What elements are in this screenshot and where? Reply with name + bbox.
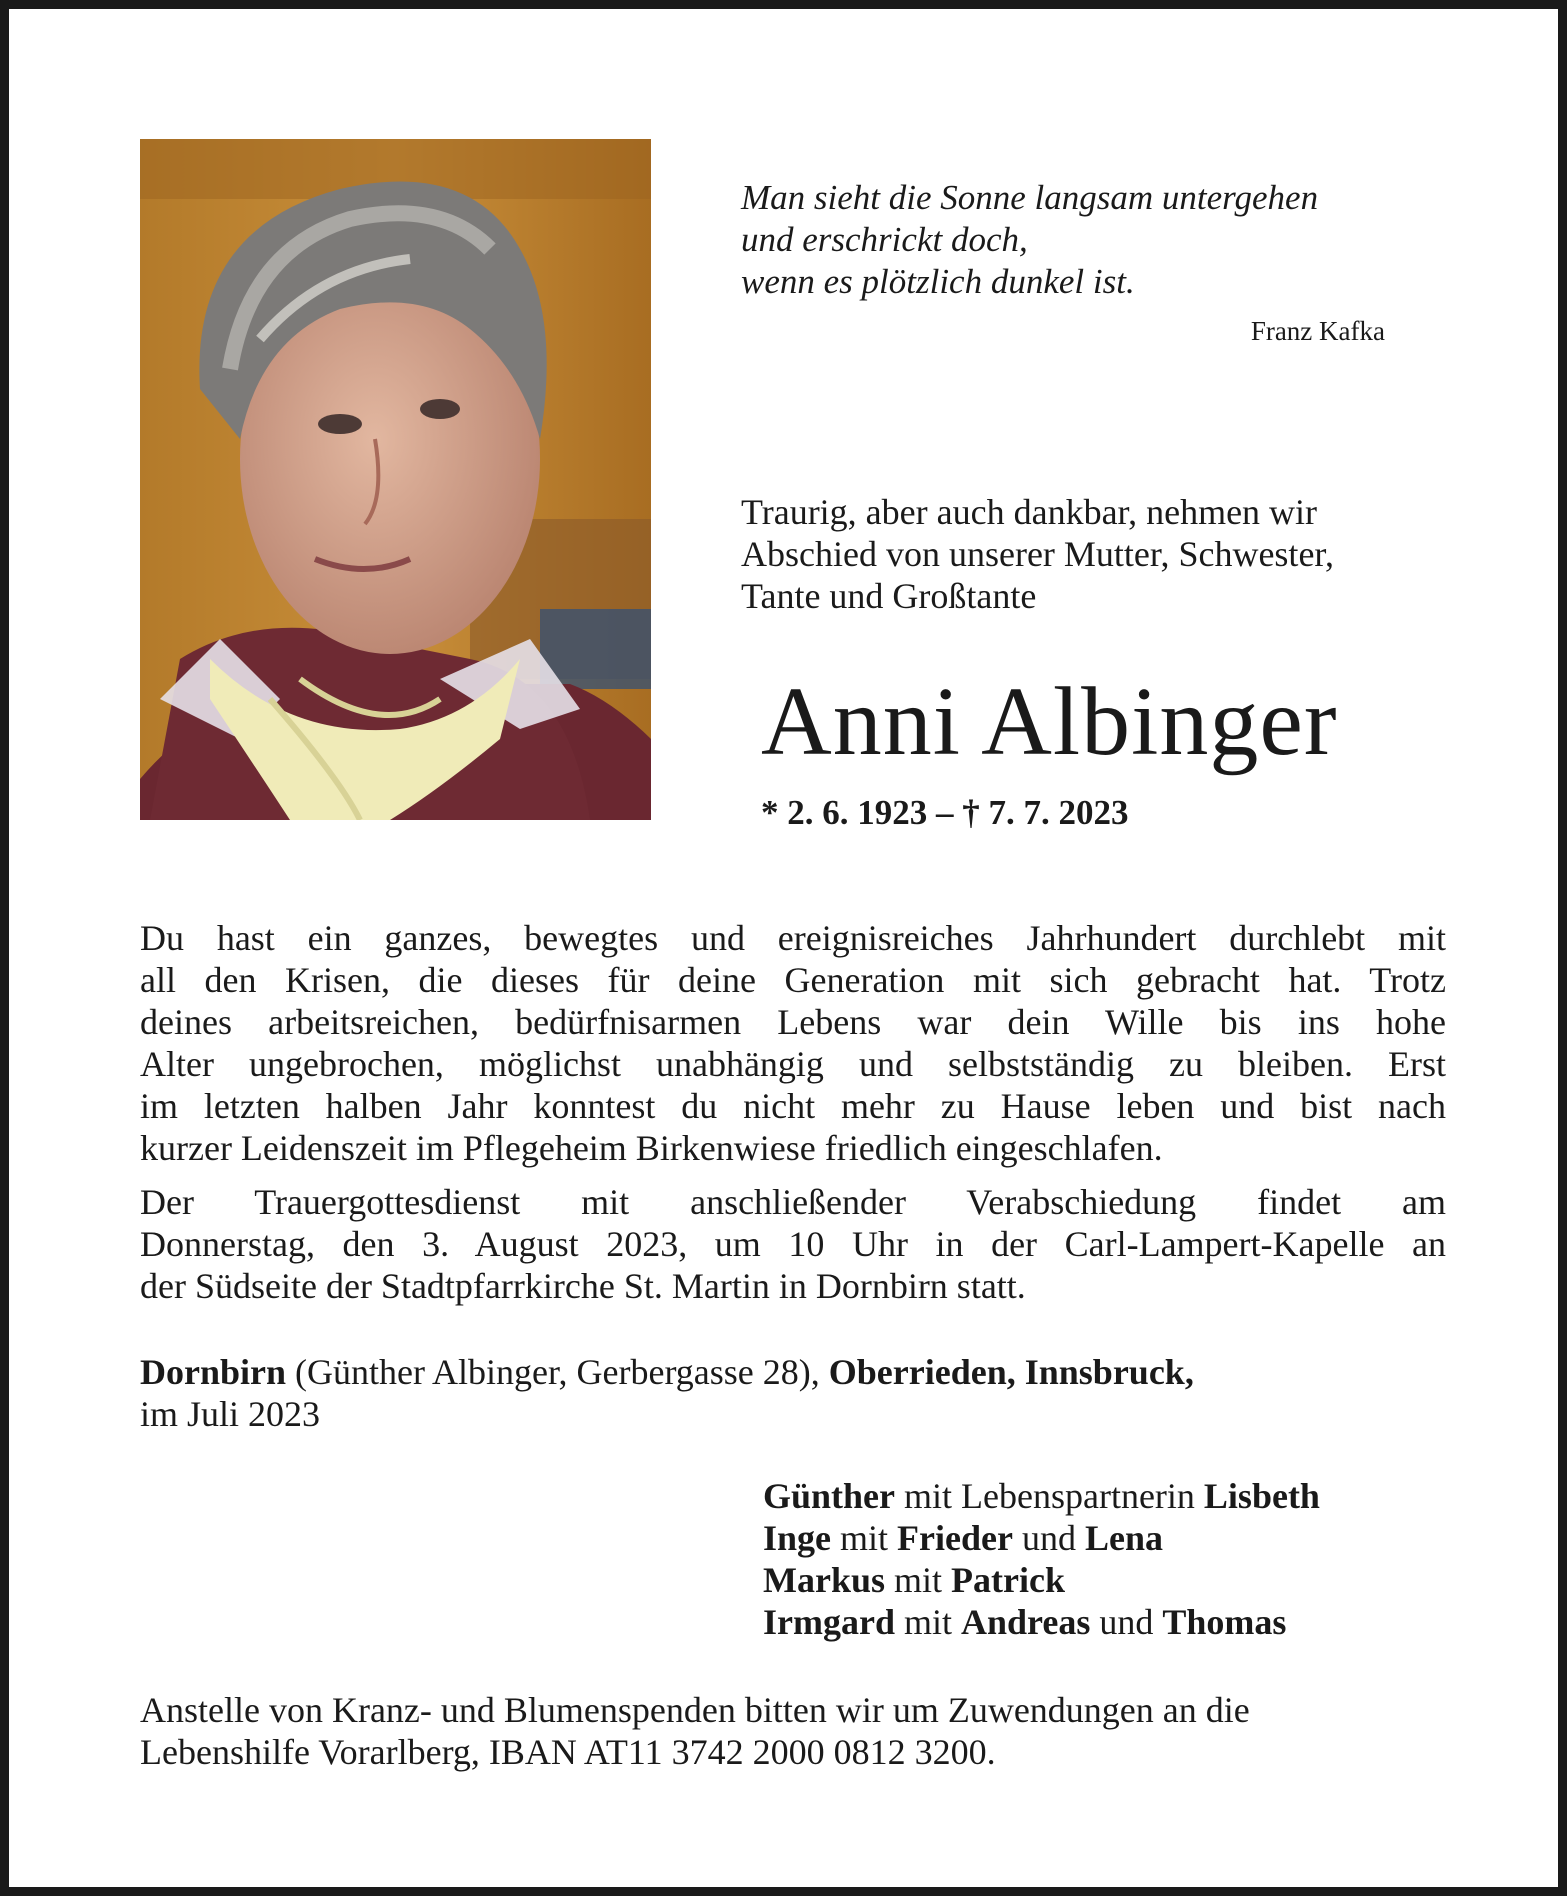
body-line: Du hast ein ganzes, bewegtes und ereignisreiches Jahrhundert durchlebt mit	[140, 918, 1446, 958]
quote-author: Franz Kafka	[1250, 316, 1385, 346]
intro-line: Abschied von unserer Mutter, Schwester,	[741, 534, 1334, 574]
donation-line: Lebenshilfe Vorarlberg, IBAN AT11 3742 2000 0812 3200.	[140, 1732, 996, 1772]
mourners-list	[763, 1475, 1463, 1643]
mourner-name: Lisbeth	[1203, 1476, 1320, 1516]
donation-line: Anstelle von Kranz- und Blumenspenden bitten wir um Zuwendungen an die	[140, 1690, 1250, 1730]
donation-note	[140, 1689, 1460, 1773]
place-and-date	[140, 1351, 1460, 1435]
life-dates: * 2. 6. 1923 – † 7. 7. 2023	[761, 793, 1129, 832]
mourner-connector: mit	[885, 1560, 952, 1600]
paragraph-2	[140, 1181, 1446, 1307]
mourner-name: Patrick	[951, 1560, 1065, 1600]
mourner-connector: mit Lebenspartnerin	[895, 1476, 1204, 1516]
mourner-name: Andreas	[961, 1602, 1091, 1642]
body-line: Donnerstag, den 3. August 2023, um 10 Uhr in der Carl-Lampert-Kapelle an	[140, 1224, 1446, 1264]
body-line: Alter ungebrochen, möglichst unabhängig und selbstständig zu bleiben. Erst	[140, 1044, 1446, 1084]
mourner-name: Irmgard	[763, 1602, 895, 1642]
place-date: im Juli 2023	[140, 1394, 321, 1434]
mourner-name: Frieder	[897, 1518, 1013, 1558]
mourner-connector: mit	[831, 1518, 898, 1558]
mourner-row	[763, 1559, 1463, 1601]
intro-text	[741, 491, 1461, 617]
mourner-name: Markus	[763, 1560, 886, 1600]
quote-line: Man sieht die Sonne langsam untergehen	[741, 178, 1319, 217]
mourner-name: Lena	[1084, 1518, 1163, 1558]
deceased-name: Anni Albinger	[761, 668, 1338, 776]
epigraph-quote	[741, 177, 1441, 303]
paragraph-1	[140, 917, 1446, 1169]
mourner-name: Inge	[763, 1518, 832, 1558]
mourner-connector: und	[1012, 1518, 1085, 1558]
mourner-name: Günther	[763, 1476, 896, 1516]
quote-line: wenn es plötzlich dunkel ist.	[741, 262, 1135, 301]
place-other: Oberrieden, Innsbruck,	[828, 1352, 1194, 1392]
portrait-image	[140, 139, 651, 820]
mourner-row	[763, 1601, 1463, 1643]
place-city: Dornbirn	[140, 1352, 287, 1392]
mourner-row	[763, 1475, 1463, 1517]
intro-line: Tante und Großtante	[741, 576, 1037, 616]
place-address: (Günther Albinger, Gerbergasse 28),	[286, 1352, 829, 1392]
portrait-photo	[140, 139, 651, 820]
intro-line: Traurig, aber auch dankbar, nehmen wir	[741, 492, 1318, 532]
body-line: im letzten halben Jahr konntest du nicht mehr zu Hause leben und bist nach	[140, 1086, 1446, 1126]
body-line: deines arbeitsreichen, bedürfnisarmen Lebens war dein Wille bis ins hohe	[140, 1002, 1446, 1042]
obituary-body	[140, 917, 1446, 1307]
body-line: der Südseite der Stadtpfarrkirche St. Martin in Dornbirn statt.	[140, 1266, 1026, 1306]
body-line: Der Trauergottesdienst mit anschließender Verabschiedung findet am	[140, 1182, 1446, 1222]
body-line: kurzer Leidenszeit im Pflegeheim Birkenwiese friedlich eingeschlafen.	[140, 1128, 1163, 1168]
body-line: all den Krisen, die dieses für deine Generation mit sich gebracht hat. Trotz	[140, 960, 1446, 1000]
mourner-name: Thomas	[1162, 1602, 1287, 1642]
place-line	[140, 1351, 1460, 1393]
mourner-connector: und	[1090, 1602, 1163, 1642]
quote-line: und erschrickt doch,	[741, 220, 1028, 259]
mourner-connector: mit	[894, 1602, 961, 1642]
mourner-row	[763, 1517, 1463, 1559]
